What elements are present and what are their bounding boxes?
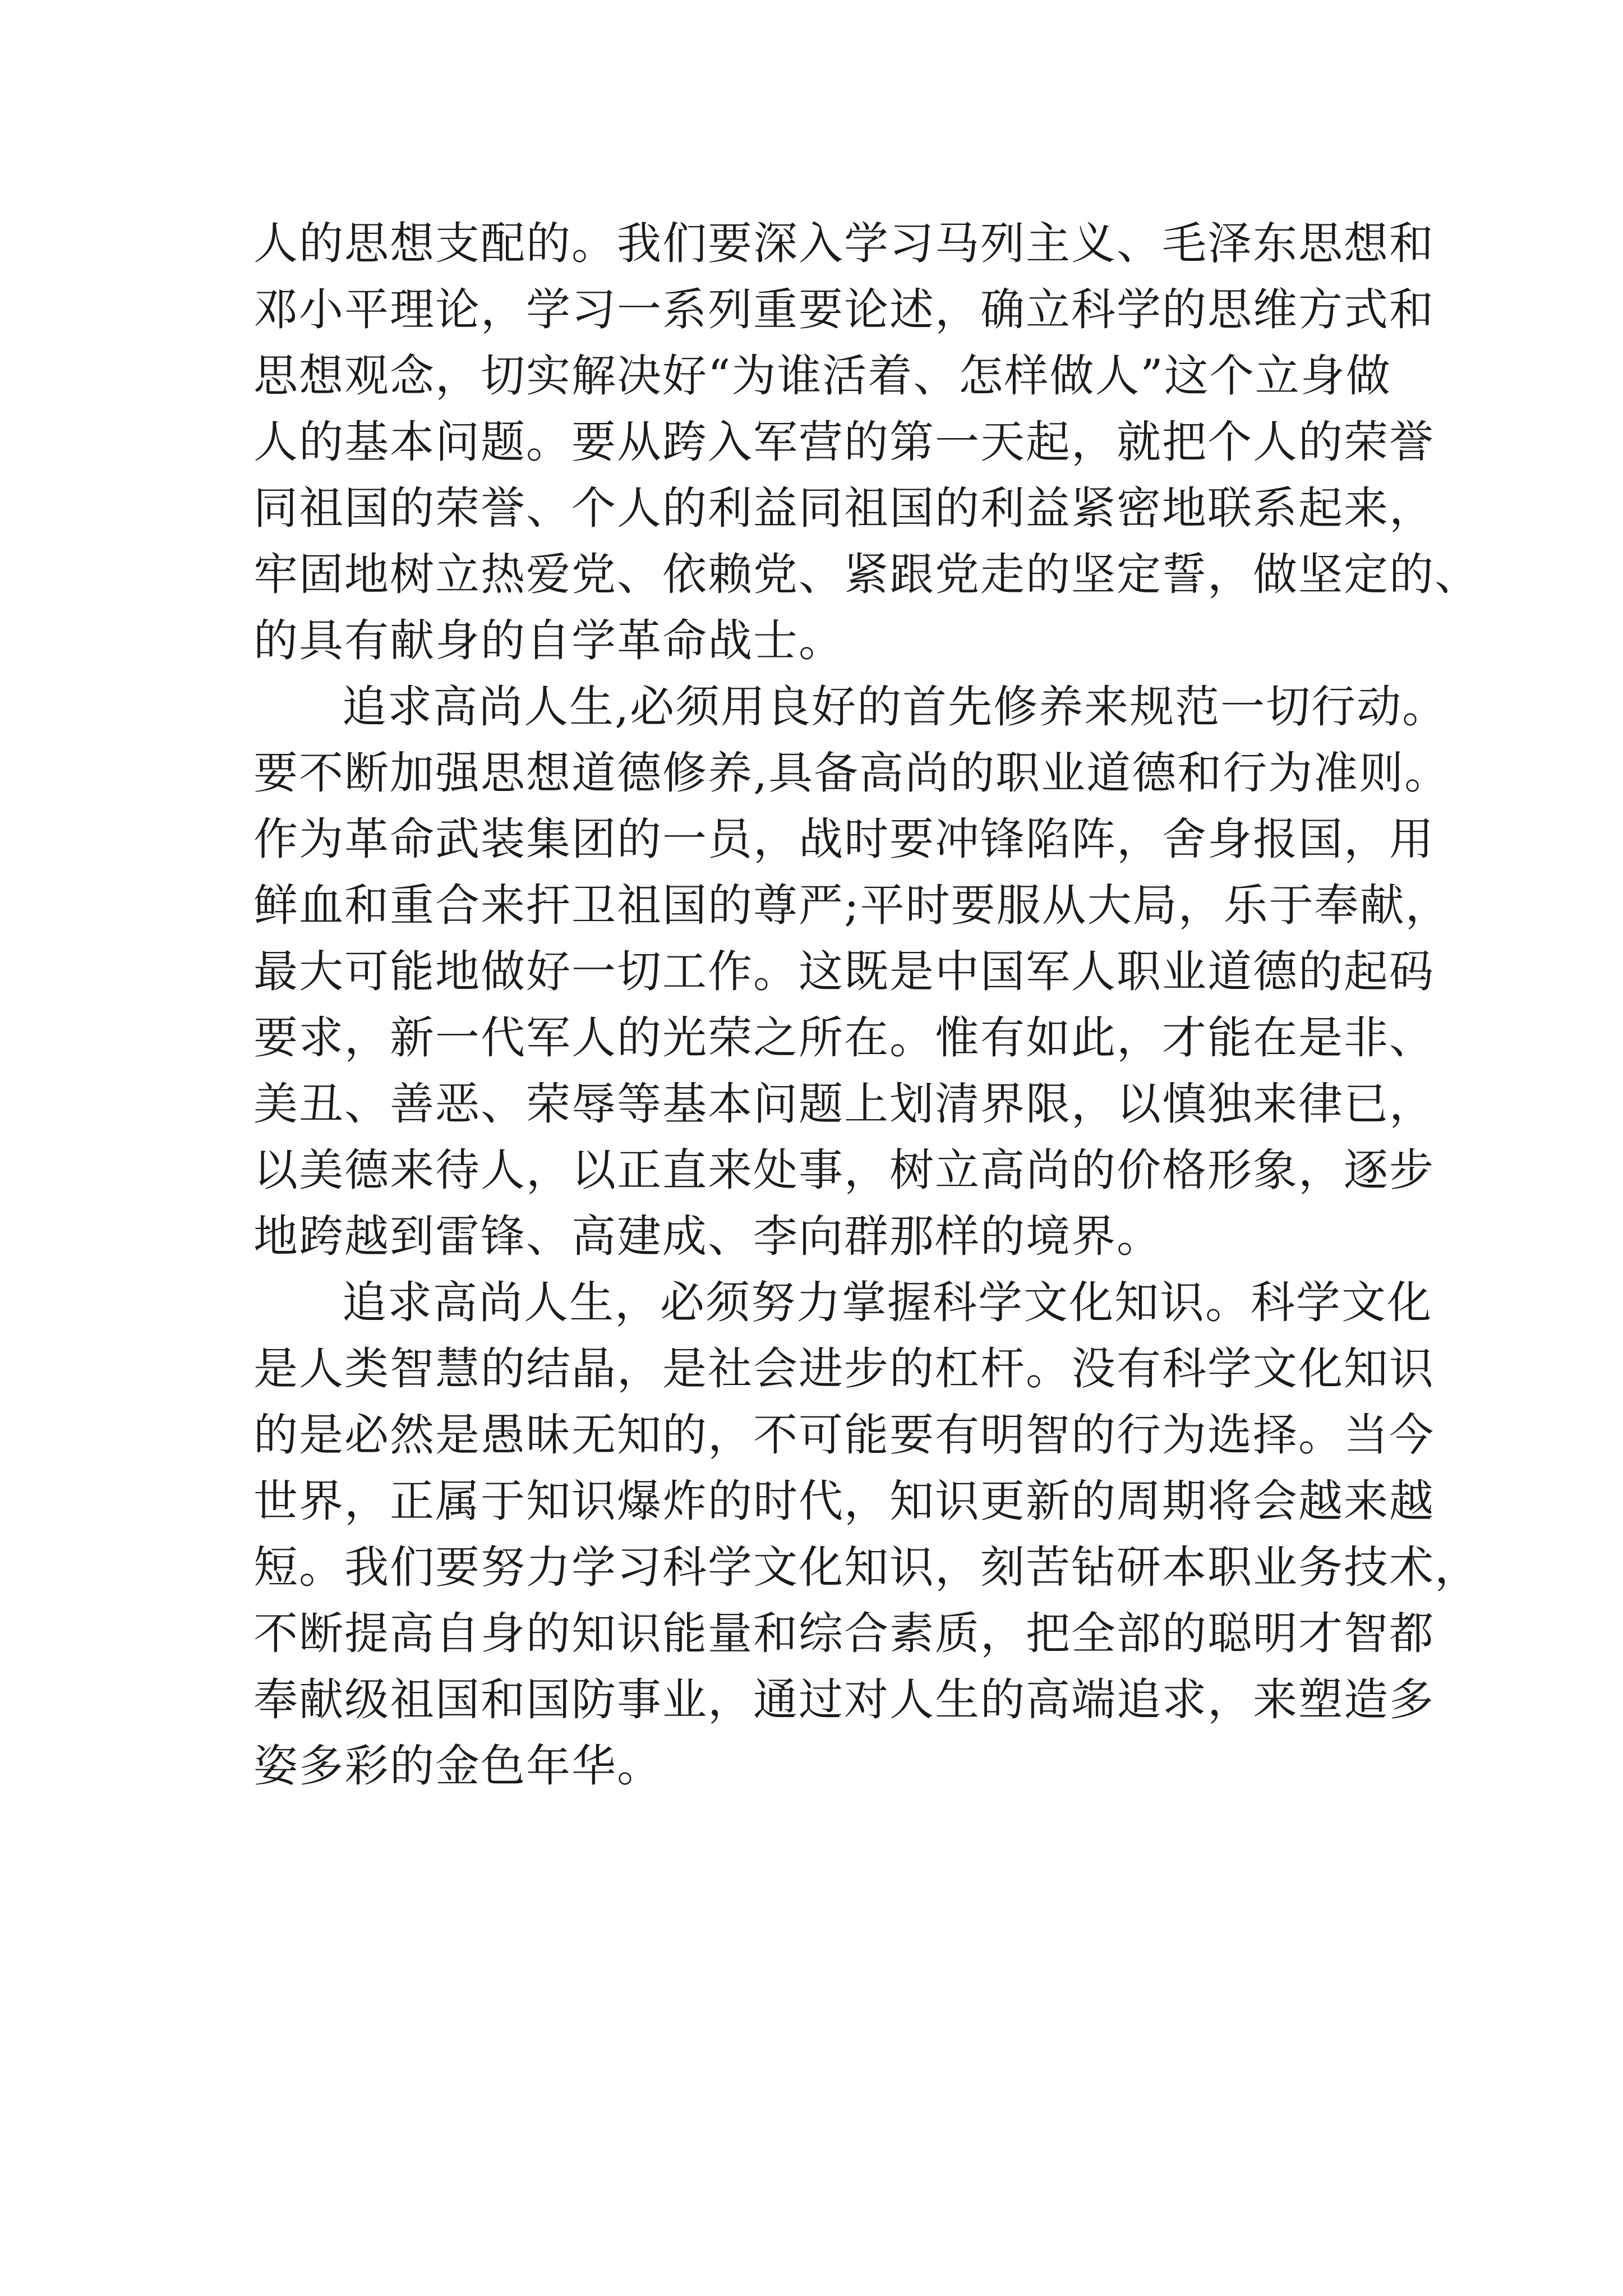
paragraph-line: 思想观念，切实解决好“为谁活着、怎样做人”这个立身做 <box>253 350 1391 402</box>
paragraph-line: 的是必然是愚昧无知的，不可能要有明智的行为选择。当今 <box>253 1409 1435 1461</box>
paragraph-line: 人的思想支配的。我们要深入学习马列主义、毛泽东思想和 <box>253 218 1435 269</box>
paragraph-3 <box>253 1269 1480 1799</box>
paragraph-line: 美丑、善恶、荣辱等基本问题上划清界限，以慎独来律已， <box>253 1078 1435 1130</box>
paragraph-2 <box>253 674 1451 1269</box>
paragraph-first-line: 追求高尚人生,必须用良好的首先修养来规范一切行动。 <box>342 681 1448 733</box>
paragraph-line: 以美德来待人，以正直来处事，树立高尚的价格形象，逐步 <box>253 1144 1435 1196</box>
paragraph-first-line: 追求高尚人生，必须努力掌握科学文化知识。科学文化 <box>342 1277 1432 1328</box>
paragraph-line: 人的基本问题。要从跨入军营的第一天起，就把个人的荣誉 <box>253 416 1435 468</box>
paragraph-line: 是人类智慧的结晶，是社会进步的杠杆。没有科学文化知识 <box>253 1343 1435 1395</box>
paragraph-line: 邓小平理论，学习一系列重要论述，确立科学的思维方式和 <box>253 284 1435 335</box>
paragraph-1 <box>253 210 1480 674</box>
paragraph-line: 牢固地树立热爱党、依赖党、紧跟党走的坚定誓，做坚定的、 <box>253 549 1480 600</box>
paragraph-line: 最大可能地做好一切工作。这既是中国军人职业道德的起码 <box>253 946 1435 997</box>
paragraph-line: 世界，正属于知识爆炸的时代，知识更新的周期将会越来越 <box>253 1475 1435 1527</box>
paragraph-line: 要求，新一代军人的光荣之所在。惟有如此，才能在是非、 <box>253 1012 1435 1064</box>
paragraph-line: 要不断加强思想道德修养,具备高尚的职业道德和行为准则。 <box>253 747 1450 799</box>
paragraph-line: 同祖国的荣誉、个人的利益同祖国的利益紧密地联系起来， <box>253 482 1435 534</box>
paragraph-line: 鲜血和重合来扞卫祖国的尊严;平时要服从大局，乐于奉献， <box>253 880 1451 931</box>
paragraph-line: 短。我们要努力学习科学文化知识，刻苦钻研本职业务技术， <box>253 1542 1480 1593</box>
paragraph-line: 的具有献身的自学革命战士。 <box>253 615 844 666</box>
paragraph-line: 姿多彩的金色年华。 <box>253 1740 662 1792</box>
paragraph-line: 不断提高自身的知识能量和综合素质，把全部的聪明才智都 <box>253 1608 1435 1659</box>
paragraph-line: 奉献级祖国和国防事业，通过对人生的高端追求，来塑造多 <box>253 1674 1435 1726</box>
paragraph-line: 地跨越到雷锋、高建成、李向群那样的境界。 <box>253 1211 1162 1262</box>
paragraph-line: 作为革命武装集团的一员，战时要冲锋陷阵，舍身报国，用 <box>253 813 1435 865</box>
document-body <box>253 210 1480 1799</box>
